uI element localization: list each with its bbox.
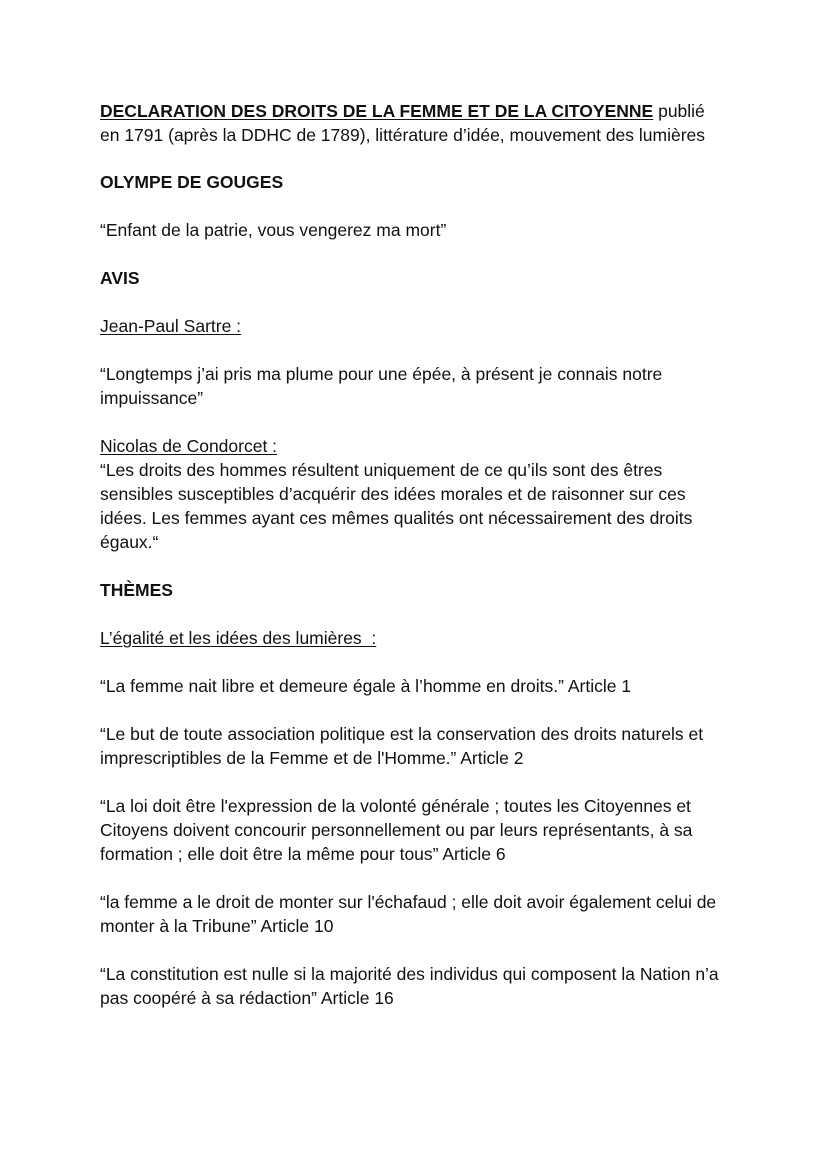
article-quote-10: “la femme a le droit de monter sur l'échafaud ; elle doit avoir également celui de monter à la Tribune” Article 10 (100, 892, 717, 936)
document-intro (100, 99, 740, 147)
document-title: DECLARATION DES DROITS DE LA FEMME ET DE LA CITOYENNE (100, 101, 654, 121)
article-quote-2: “Le but de toute association politique est la conservation des droits naturels et imprescriptibles de la Femme et de l'Homme.” Article 2 (100, 724, 704, 768)
document-title-suffix: publié (653, 101, 705, 121)
sartre-quote: “Longtemps j’ai pris ma plume pour une épée, à présent je connais notre impuissance” (100, 364, 663, 408)
section-heading-avis: AVIS (100, 268, 140, 288)
theme-label-egalite: L’égalité et les idées des lumières : (100, 628, 377, 648)
article-quote-6: “La loi doit être l'expression de la volonté générale ; toutes les Citoyennes et Citoyens doivent concourir personnellement ou par leurs représentants, à sa formation ; elle doit être la même pour tous” Article 6 (100, 796, 693, 864)
condorcet-quote: “Les droits des hommes résultent uniquement de ce qu’ils sont des êtres sensibles susceptibles d’acquérir des idées morales et de raisonner sur ces idées. Les femmes ayant ces mêmes qualités ont nécessairement des droits égaux.“ (100, 460, 693, 552)
article-quote-16: “La constitution est nulle si la majorité des individus qui composent la Nation n’a pas coopéré à sa rédaction” Article 16 (100, 964, 719, 1008)
condorcet-label: Nicolas de Condorcet : (100, 436, 278, 456)
document-intro-line2: en 1791 (après la DDHC de 1789), littérature d’idée, mouvement des lumières (100, 125, 706, 145)
document-page (100, 99, 740, 1010)
article-quote-1: “La femme nait libre et demeure égale à l’homme en droits.” Article 1 (100, 676, 632, 696)
epigraph-quote: “Enfant de la patrie, vous vengerez ma mort” (100, 220, 447, 240)
sartre-label: Jean-Paul Sartre : (100, 316, 242, 336)
author-heading: OLYMPE DE GOUGES (100, 172, 284, 192)
section-heading-themes: THÈMES (100, 580, 173, 600)
